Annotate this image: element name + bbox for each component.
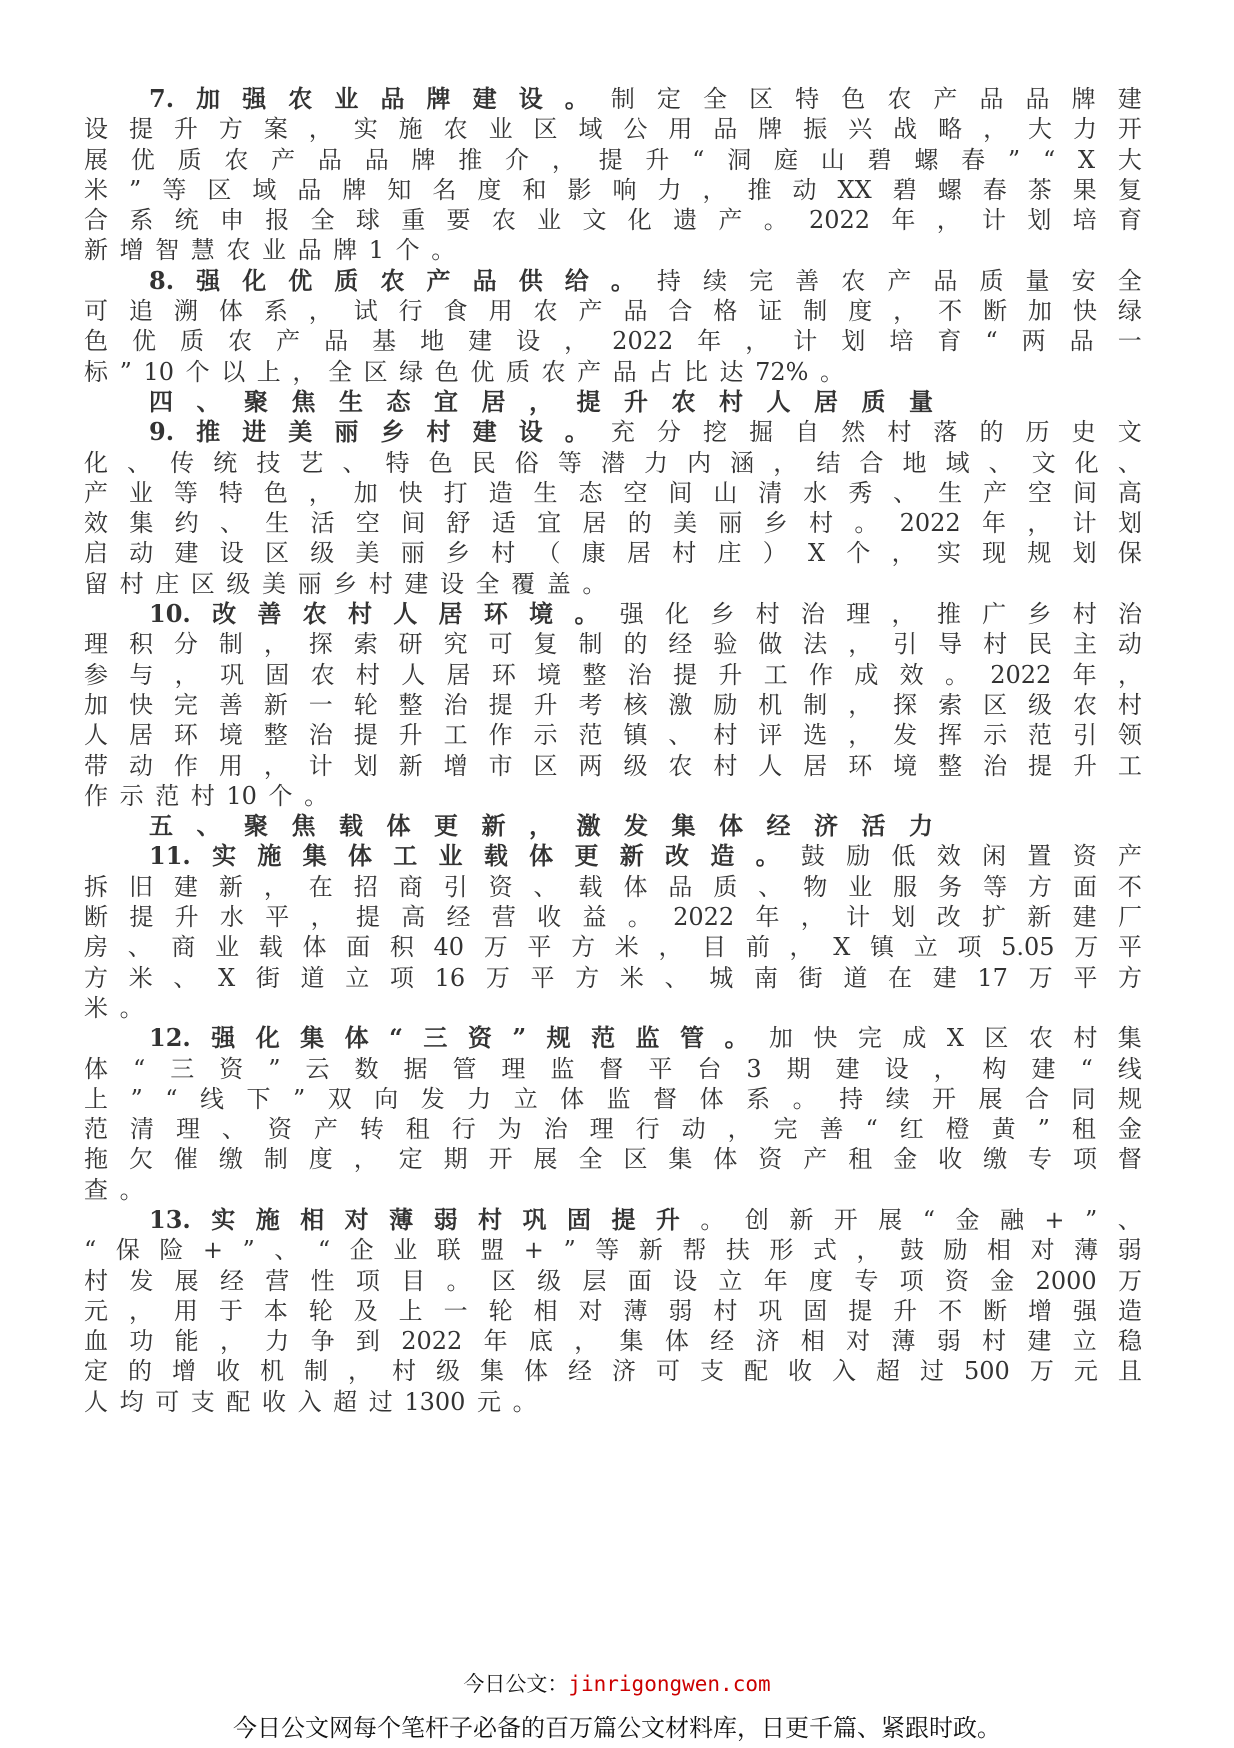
paragraph-line: 断 提 升 水 平 ， 提 高 经 营 收 益 。 2022 年 ， 计 划 改 扩 新 建 厂	[84, 903, 1142, 932]
paragraph-line: 展 优 质 农 产 品 品 牌 推 介 ， 提 升 “ 洞 庭 山 碧 螺 春 ” “ X 大	[84, 145, 1142, 174]
footer-brand-label: 今日公文：	[463, 1672, 569, 1696]
paragraph-line: 带 动 作 用 ， 计 划 新 增 市 区 两 级 农 村 人 居 环 境 整 治 提 升 工	[84, 751, 1142, 780]
paragraph-first-line: 12. 强 化 集 体 “ 三 资 ” 规 范 监 管 。 加 快 完 成 X 区 农 村 集	[149, 1023, 1142, 1053]
paragraph-first-line: 9. 推 进 美 丽 乡 村 建 设 。 充 分 挖 掘 自 然 村 落 的 历 史 文	[149, 417, 1142, 447]
footer-slogan: 今日公文网每个笔杆子必备的百万篇公文材料库，日更千篇、紧跟时政。	[233, 1714, 1001, 1742]
paragraph-line: 拖 欠 催 缴 制 度 ， 定 期 开 展 全 区 集 体 资 产 租 金 收 缴 专 项 督	[84, 1145, 1142, 1174]
paragraph-line: 新 增 智 慧 农 业 品 牌 1 个 。	[84, 236, 456, 265]
paragraph-line: 效 集 约 、 生 活 空 间 舒 适 宜 居 的 美 丽 乡 村 。 2022 年 ， 计 划	[84, 509, 1142, 538]
paragraph-line: 留 村 庄 区 级 美 丽 乡 村 建 设 全 覆 盖 。	[84, 569, 607, 598]
paragraph-line: 作 示 范 村 10 个 。	[84, 781, 329, 810]
paragraph-line: 查 。	[84, 1175, 144, 1204]
paragraph-line: 标 ” 10 个 以 上 ， 全 区 绿 色 优 质 农 产 品 占 比 达 72% 。	[84, 357, 845, 386]
paragraph-first-line: 11. 实 施 集 体 工 业 载 体 更 新 改 造 。 鼓 励 低 效 闲 置 资 产	[149, 841, 1142, 871]
paragraph-line: 元 ， 用 于 本 轮 及 上 一 轮 相 对 薄 弱 村 巩 固 提 升 不 断 增 强 造	[84, 1296, 1142, 1325]
footer-brand-url[interactable]: jinrigongwen.com	[568, 1672, 771, 1696]
paragraph-line: 人 均 可 支 配 收 入 超 过 1300 元 。	[84, 1387, 537, 1416]
paragraph-line: 产 业 等 特 色 ， 加 快 打 造 生 态 空 间 山 清 水 秀 、 生 产 空 间 高	[84, 478, 1142, 507]
document-body	[84, 84, 1142, 1417]
paragraph-first-line: 8. 强 化 优 质 农 产 品 供 给 。 持 续 完 善 农 产 品 质 量 安 全	[149, 265, 1142, 295]
paragraph-line: 房 、 商 业 载 体 面 积 40 万 平 方 米 ， 目 前 ， X 镇 立 项 5.05 万 平	[84, 933, 1142, 962]
paragraph-first-line: 10. 改 善 农 村 人 居 环 境 。 强 化 乡 村 治 理 ， 推 广 乡 村 治	[149, 599, 1142, 629]
paragraph-line: 范 清 理 、 资 产 转 租 行 为 治 理 行 动 ， 完 善 “ 红 橙 黄 ” 租 金	[84, 1115, 1142, 1144]
paragraph-line: 定 的 增 收 机 制 ， 村 级 集 体 经 济 可 支 配 收 入 超 过 500 万 元 且	[84, 1357, 1142, 1386]
section-heading: 四 、 聚 焦 生 态 宜 居 ， 提 升 农 村 人 居 质 量	[149, 386, 933, 416]
paragraph-first-line: 7. 加 强 农 业 品 牌 建 设 。 制 定 全 区 特 色 农 产 品 品 牌 建	[149, 84, 1142, 113]
paragraph-line: 方 米 、 X 街 道 立 项 16 万 平 方 米 、 城 南 街 道 在 建 17 万 平 方	[84, 963, 1142, 992]
paragraph-line: 合 系 统 申 报 全 球 重 要 农 业 文 化 遗 产 。 2022 年 ， 计 划 培 育	[84, 206, 1142, 235]
paragraph-line: 启 动 建 设 区 级 美 丽 乡 村 （ 康 居 村 庄 ） X 个 ， 实 现 规 划 保	[84, 539, 1142, 568]
paragraph-line: 化 、 传 统 技 艺 、 特 色 民 俗 等 潜 力 内 涵 ， 结 合 地 域 、 文 化 、	[84, 448, 1142, 477]
paragraph-line: 拆 旧 建 新 ， 在 招 商 引 资 、 载 体 品 质 、 物 业 服 务 等 方 面 不	[84, 872, 1142, 901]
paragraph-line: 村 发 展 经 营 性 项 目 。 区 级 层 面 设 立 年 度 专 项 资 金 2000 万	[84, 1266, 1142, 1295]
section-heading: 五 、 聚 焦 载 体 更 新 ， 激 发 集 体 经 济 活 力	[149, 811, 933, 841]
paragraph-line: 可 追 溯 体 系 ， 试 行 食 用 农 产 品 合 格 证 制 度 ， 不 断 加 快 绿	[84, 297, 1142, 326]
paragraph-line: 米 。	[84, 993, 144, 1022]
paragraph-line: “ 保 险 + ” 、 “ 企 业 联 盟 + ” 等 新 帮 扶 形 式 ， 鼓 励 相 对 薄 弱	[84, 1236, 1142, 1265]
paragraph-first-line: 13. 实 施 相 对 薄 弱 村 巩 固 提 升 。 创 新 开 展 “ 金 融 + ” 、	[149, 1204, 1142, 1234]
paragraph-line: 色 优 质 农 产 品 基 地 建 设 ， 2022 年 ， 计 划 培 育 “ 两 品 一	[84, 327, 1142, 356]
paragraph-line: 理 积 分 制 ， 探 索 研 究 可 复 制 的 经 验 做 法 ， 引 导 村 民 主 动	[84, 630, 1142, 659]
paragraph-line: 米 ” 等 区 域 品 牌 知 名 度 和 影 响 力 ， 推 动 XX 碧 螺 春 茶 果 复	[84, 175, 1142, 204]
paragraph-line: 体 “ 三 资 ” 云 数 据 管 理 监 督 平 台 3 期 建 设 ， 构 建 “ 线	[84, 1054, 1142, 1083]
paragraph-line: 血 功 能 ， 力 争 到 2022 年 底 ， 集 体 经 济 相 对 薄 弱 村 建 立 稳	[84, 1327, 1142, 1356]
footer-brand	[0, 1668, 1234, 1698]
paragraph-line: 加 快 完 善 新 一 轮 整 治 提 升 考 核 激 励 机 制 ， 探 索 区 级 农 村	[84, 690, 1142, 719]
paragraph-line: 上 ” “ 线 下 ” 双 向 发 力 立 体 监 督 体 系 。 持 续 开 展 合 同 规	[84, 1084, 1142, 1113]
paragraph-line: 设 提 升 方 案 ， 实 施 农 业 区 域 公 用 品 牌 振 兴 战 略 ， 大 力 开	[84, 115, 1142, 144]
paragraph-line: 参 与 ， 巩 固 农 村 人 居 环 境 整 治 提 升 工 作 成 效 。 2022 年 ，	[84, 660, 1142, 689]
paragraph-line: 人 居 环 境 整 治 提 升 工 作 示 范 镇 、 村 评 选 ， 发 挥 示 范 引 领	[84, 721, 1142, 750]
